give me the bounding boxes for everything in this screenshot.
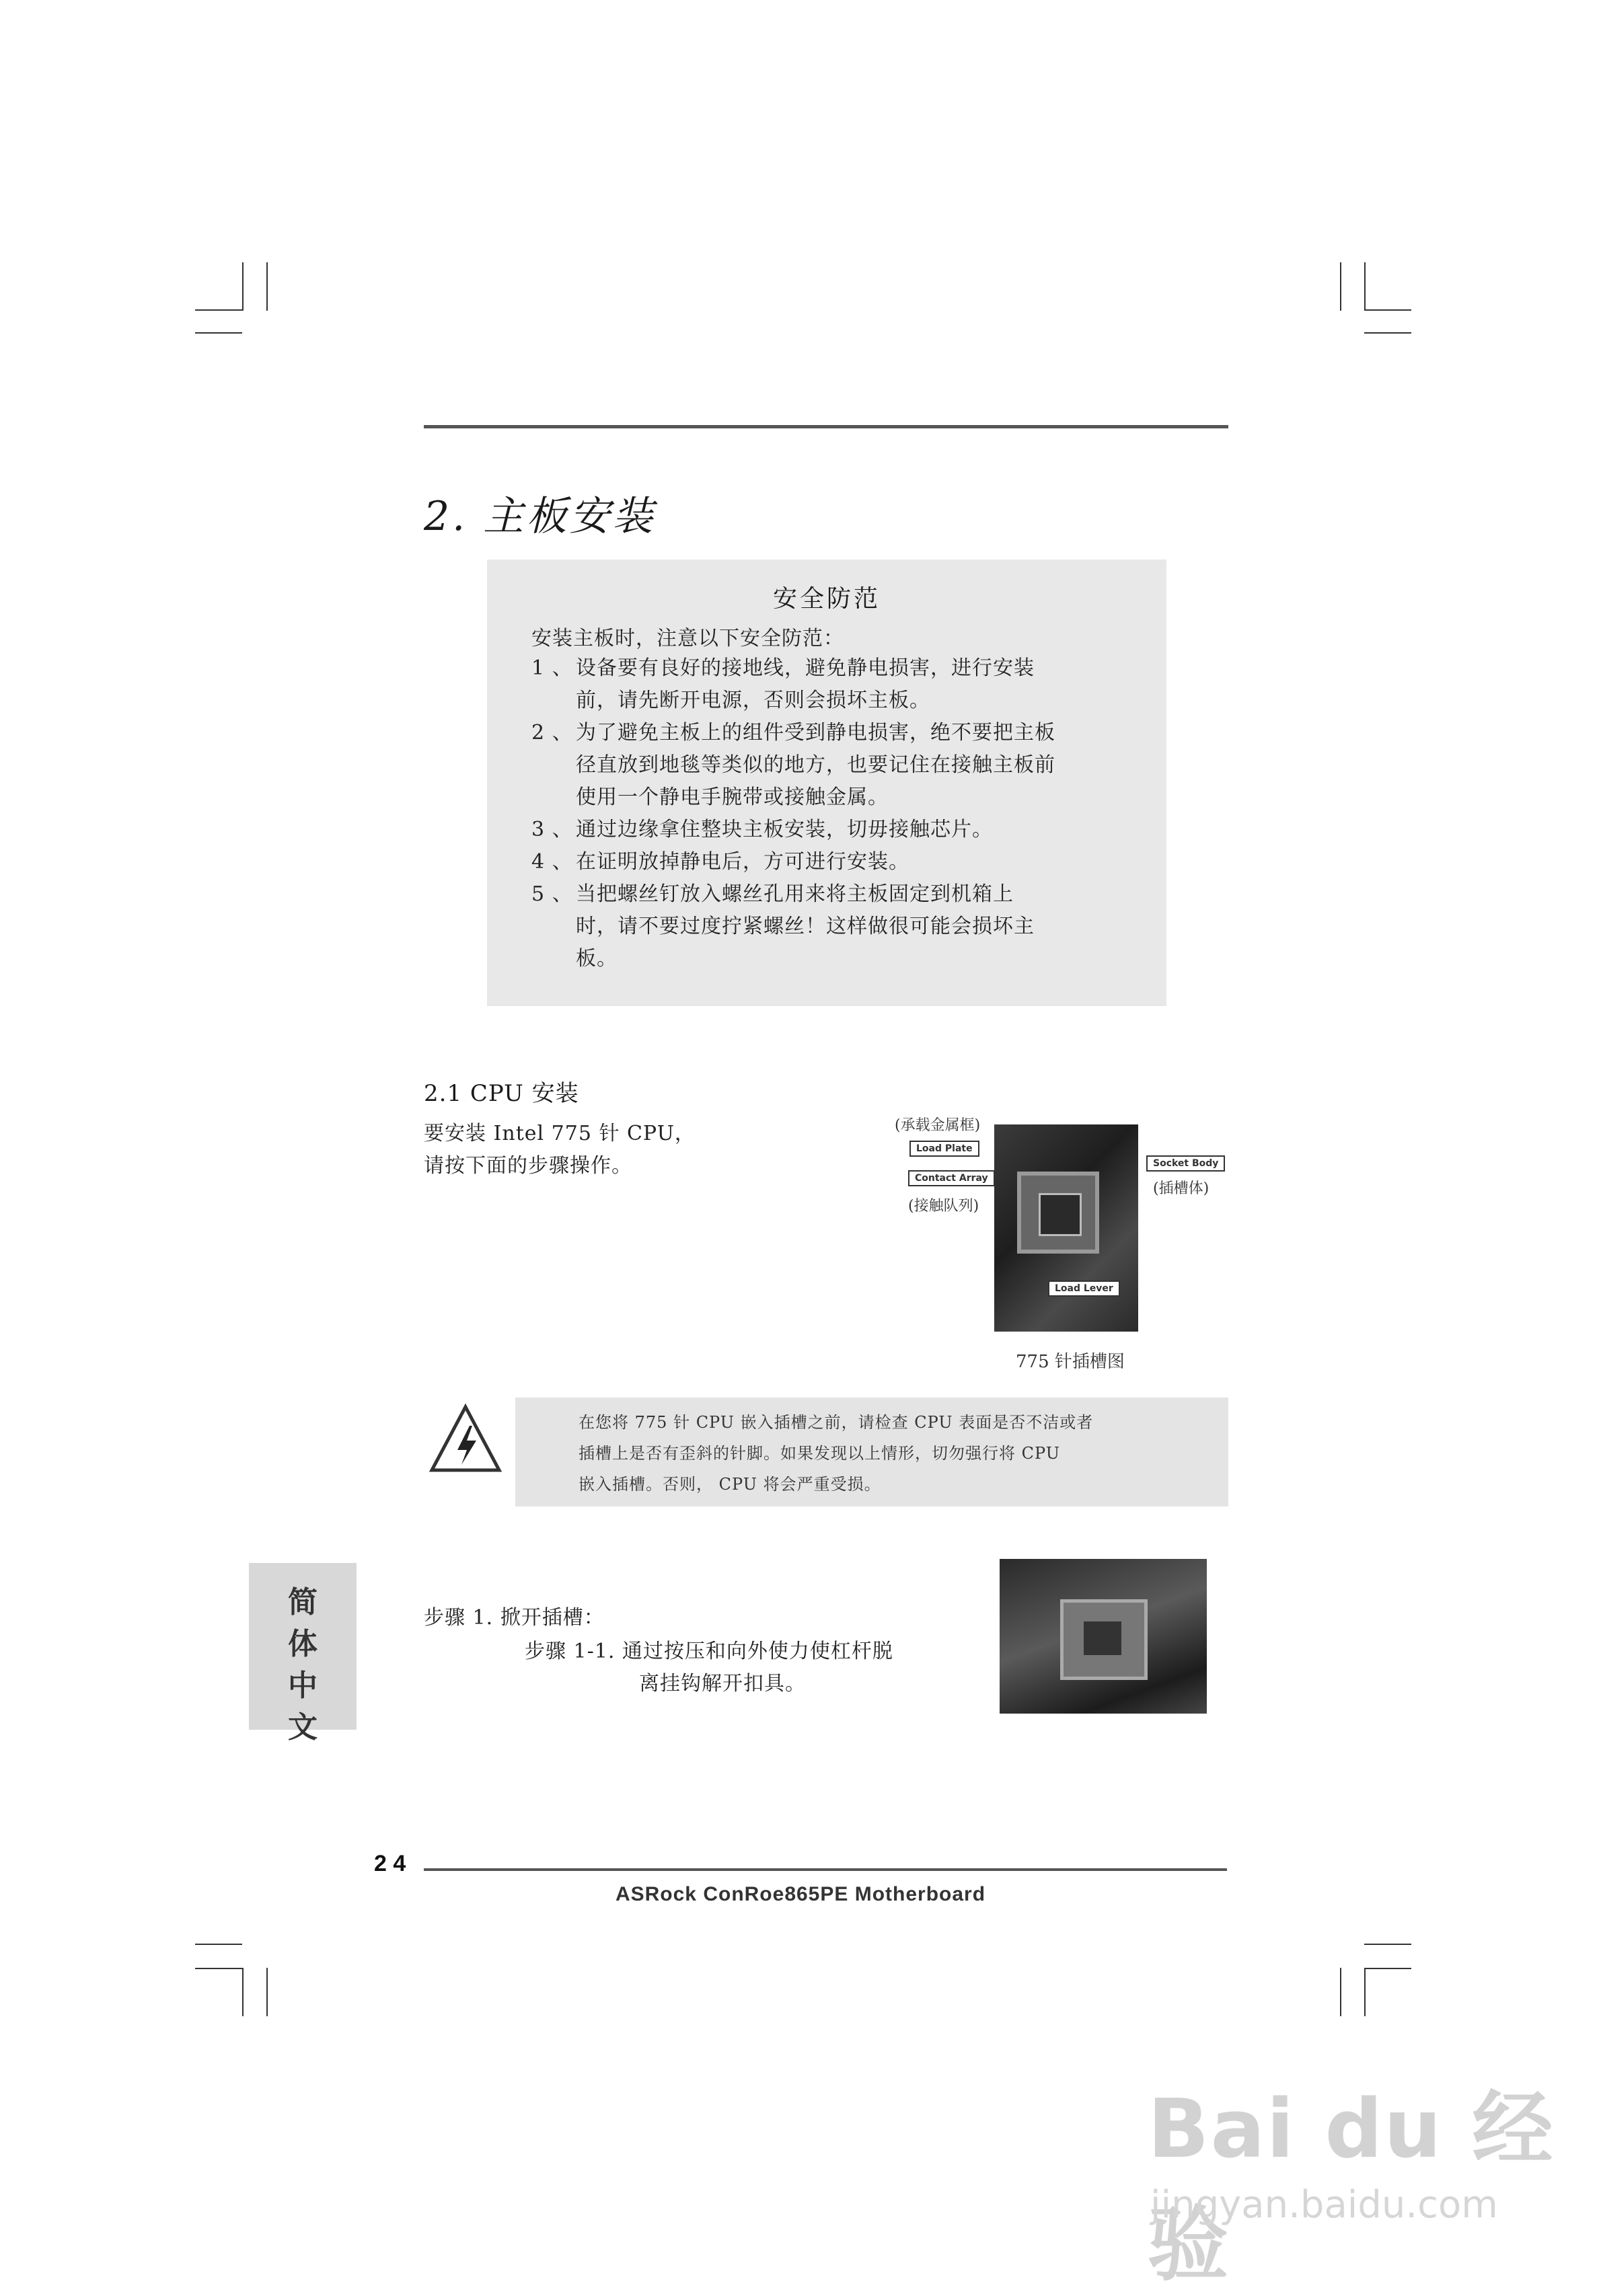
step-1: 步骤 1. 掀开插槽： xyxy=(424,1606,605,1630)
crop-mark xyxy=(1340,262,1341,311)
crop-mark xyxy=(1364,309,1411,311)
crop-mark xyxy=(266,1968,268,2016)
item-line: 设备要有良好的接地线，避免静电损害，进行安装 xyxy=(576,656,1035,680)
item-line: 为了避免主板上的组件受到静电损害，绝不要把主板 xyxy=(576,721,1055,744)
language-tab xyxy=(249,1563,357,1745)
item-line: 径直放到地毯等类似的地方，也要记住在接触主板前 xyxy=(576,753,1055,777)
socket-photo xyxy=(994,1124,1138,1332)
item-number: 2 、 xyxy=(531,721,573,744)
step-1-1: 步骤 1-1. 通过按压和向外使力使杠杆脱 xyxy=(525,1640,893,1663)
label-load-plate: Load Plate xyxy=(909,1141,979,1157)
section-title: 2. 主板安装 xyxy=(424,493,656,540)
crop-mark xyxy=(1340,1968,1341,2016)
watermark-logo: Bai du 经验 xyxy=(1148,2083,1555,2292)
crop-mark xyxy=(1364,332,1411,334)
item-line: 时，请不要过度拧紧螺丝！这样做很可能会损坏主 xyxy=(576,915,1035,938)
contact-array-shape xyxy=(1039,1193,1082,1236)
label-contact-array: Contact Array xyxy=(908,1170,995,1186)
safety-item-5 xyxy=(531,878,1137,975)
step-1-1-cont: 离挂钩解开扣具。 xyxy=(639,1672,806,1695)
footer-rule xyxy=(424,1868,1227,1871)
item-line: 当把螺丝钉放入螺丝孔用来将主板固定到机箱上 xyxy=(576,882,1014,906)
item-line: 在证明放掉静电后，方可进行安装。 xyxy=(576,850,909,874)
item-number: 4 、 xyxy=(531,850,573,874)
label-load-lever: Load Lever xyxy=(1048,1280,1120,1297)
warning-icon xyxy=(428,1403,503,1477)
cpu-intro-line: 要安装 Intel 775 针 CPU， xyxy=(424,1122,696,1145)
language-tab-char: 中 xyxy=(288,1669,318,1703)
page-number: 2 4 xyxy=(374,1851,406,1876)
item-line: 前，请先断开电源，否则会损坏主板。 xyxy=(576,689,930,712)
crop-mark xyxy=(242,262,244,311)
label-contact-array-cn: (接触队列) xyxy=(908,1198,979,1215)
item-number: 3 、 xyxy=(531,818,573,841)
crop-mark xyxy=(195,309,242,311)
label-socket-body: Socket Body xyxy=(1146,1155,1225,1172)
cpu-intro-line: 请按下面的步骤操作。 xyxy=(424,1154,632,1178)
socket-shape xyxy=(1060,1599,1148,1680)
safety-item-3 xyxy=(531,814,1137,846)
language-tab-char: 体 xyxy=(288,1627,318,1661)
safety-item-4 xyxy=(531,846,1137,878)
header-rule xyxy=(424,425,1228,428)
language-tab-char: 简 xyxy=(288,1585,318,1619)
warning-text xyxy=(579,1407,1093,1500)
safety-title: 安全防范 xyxy=(772,585,881,613)
language-tab-char: 文 xyxy=(288,1710,318,1745)
crop-mark xyxy=(266,262,268,311)
warning-line: 插槽上是否有歪斜的针脚。如果发现以上情形，切勿强行将 CPU xyxy=(579,1444,1060,1463)
item-line: 板。 xyxy=(576,947,618,970)
crop-mark xyxy=(1364,1968,1411,1969)
socket-caption: 775 针插槽图 xyxy=(1016,1352,1125,1372)
watermark-url: jingyan.baidu.com xyxy=(1150,2183,1498,2227)
socket-body-shape xyxy=(1017,1172,1099,1254)
item-number: 5 、 xyxy=(531,882,573,906)
crop-mark xyxy=(242,1968,244,2016)
item-line: 使用一个静电手腕带或接触金属。 xyxy=(576,786,889,809)
label-load-plate-cn: (承载金属框) xyxy=(895,1117,981,1134)
safety-item-1 xyxy=(531,652,1137,717)
step-photo xyxy=(1000,1559,1207,1714)
crop-mark xyxy=(1364,1944,1411,1945)
item-number: 1 、 xyxy=(531,656,573,680)
cpu-section-heading: 2.1 CPU 安装 xyxy=(424,1080,579,1107)
label-socket-body-cn: (插槽体) xyxy=(1153,1180,1209,1197)
crop-mark xyxy=(1364,1968,1366,2016)
warning-line: 嵌入插槽。否则， CPU 将会严重受损。 xyxy=(579,1475,881,1494)
crop-mark xyxy=(195,1968,242,1969)
crop-mark xyxy=(195,332,242,334)
warning-line: 在您将 775 针 CPU 嵌入插槽之前，请检查 CPU 表面是否不洁或者 xyxy=(579,1413,1094,1432)
safety-intro: 安装主板时，注意以下安全防范： xyxy=(531,627,844,650)
footer-title: ASRock ConRoe865PE Motherboard xyxy=(615,1883,986,1905)
socket-center-shape xyxy=(1084,1621,1121,1655)
crop-mark xyxy=(195,1944,242,1945)
item-line: 通过边缘拿住整块主板安装，切毋接触芯片。 xyxy=(576,818,993,841)
safety-item-2 xyxy=(531,717,1137,814)
warning-box xyxy=(515,1398,1228,1506)
crop-mark xyxy=(1364,262,1366,311)
safety-box xyxy=(487,560,1166,1006)
